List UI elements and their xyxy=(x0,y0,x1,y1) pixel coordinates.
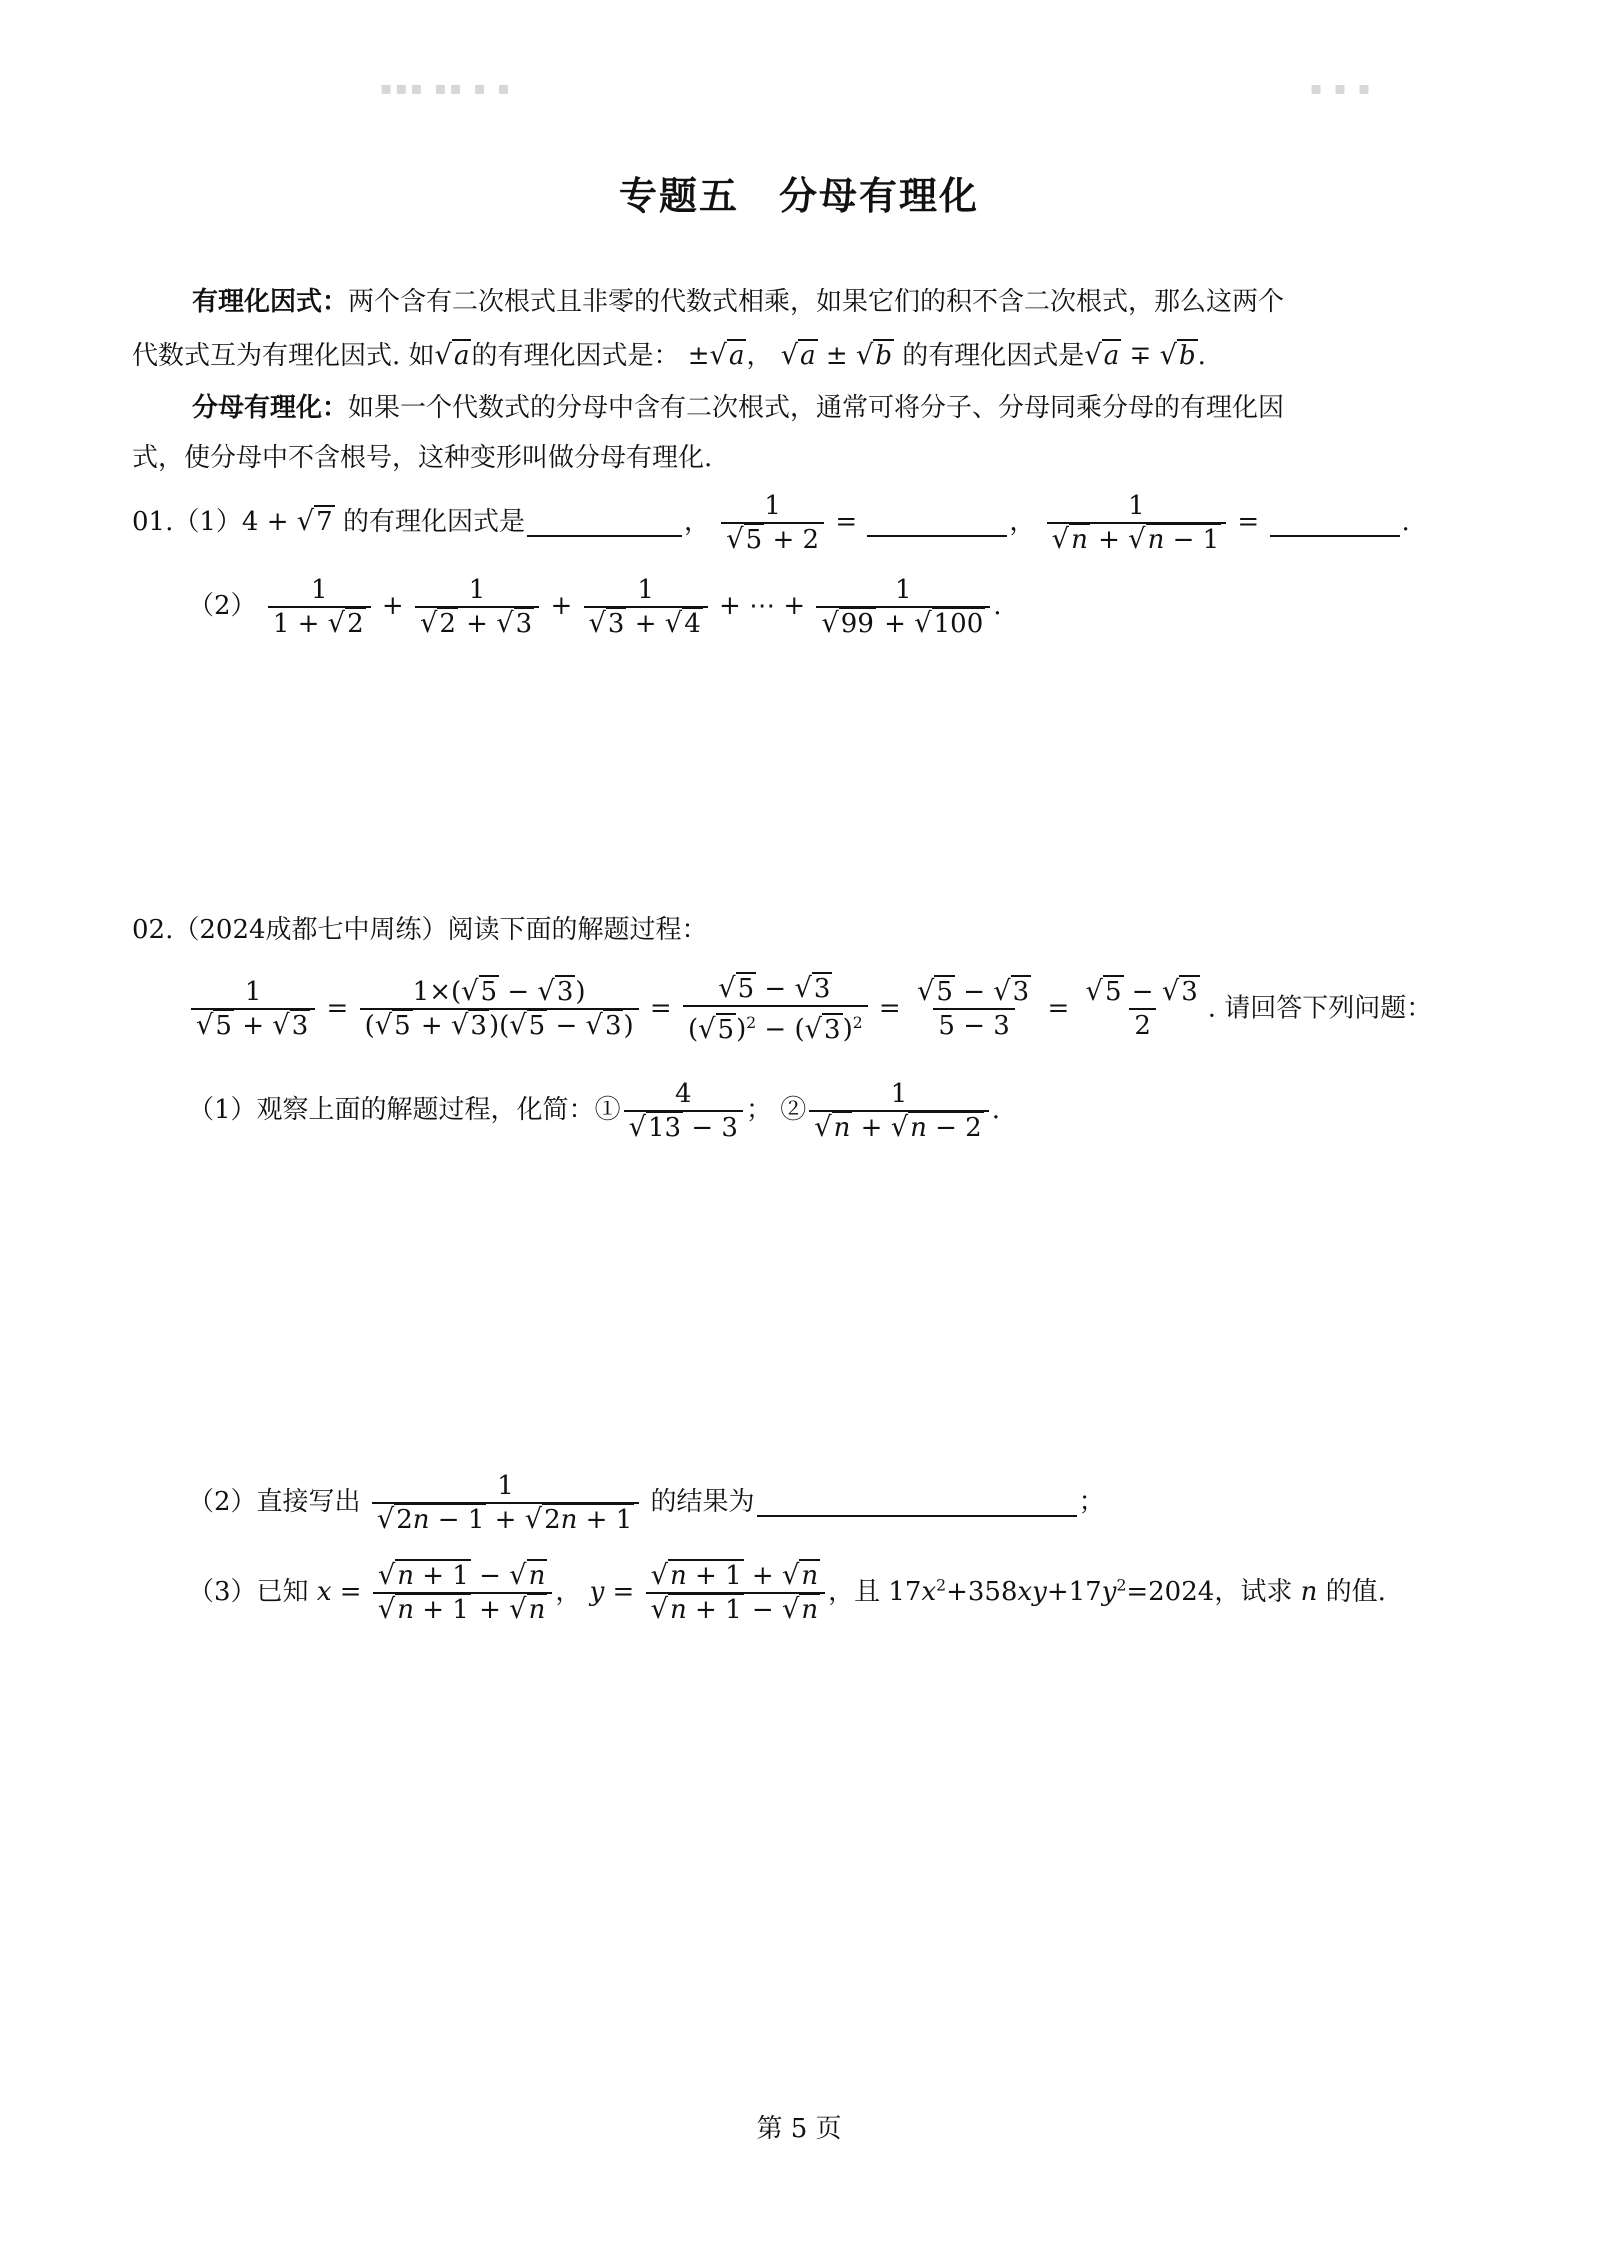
math-sqrt-a: √a xyxy=(1084,340,1120,371)
fraction: $\frac{1}{√n + √n - 2}$ xyxy=(809,1080,989,1142)
definition-factor-line-1 xyxy=(192,282,1284,322)
q02-part3-text-c: ，试求 xyxy=(1214,1577,1293,1607)
q02-intro-text: 阅读下面的解题过程： xyxy=(447,915,708,945)
math-sqrt-b: √b xyxy=(855,340,893,371)
q02-part3-text-b: ，且 17 xyxy=(828,1577,922,1607)
definition-factor-line-2: 代数式互为有理化因式. 如√a的有理化因式是： ±√a， √a ± √b 的有理化因式是√a ∓ √b. xyxy=(132,340,1206,371)
fraction: $\frac{√5 - √3}{(√5)^2 - (√3)^2}$ xyxy=(683,975,868,1044)
q01-part2: （2） $\frac{1}{1 + √2}$ + $\frac{1}{√2 + √3}$ + $\frac{1}{√3 + √4}$ + ⋯ + $\frac{1}{√99 + √100}$ . xyxy=(188,575,1002,639)
q02-part3-text-a: 已知 xyxy=(256,1577,309,1607)
q02-part2-text-a: 直接写出 xyxy=(256,1487,361,1517)
fraction: $\frac{1}{√3 + √4}$ xyxy=(584,576,708,638)
definition-factor-text-2c: 的有理化因式是 xyxy=(902,341,1085,371)
fraction: $\frac{√n + 1 + √n}{√n + 1 - √n}$ xyxy=(646,1562,826,1624)
definition-factor-term: 有理化因式： xyxy=(192,287,349,317)
q01-part1: 01.（1）4 + √7 的有理化因式是 ， $\frac{1}{√5 + 2}$ = ， $\frac{1}{√n + √n - 1}$ = . xyxy=(132,491,1410,555)
q02-prompt: . 请回答下列问题： xyxy=(1207,993,1433,1024)
q02-source: （2024成都七中周练） xyxy=(173,915,448,945)
math-sqrt-7: √7 xyxy=(296,506,333,537)
math-sqrt-b: √b xyxy=(1159,340,1196,371)
math-sqrt-a: √a xyxy=(780,340,816,371)
q02-part3: （3）已知 x = $\frac{√n + 1 - √n}{√n + 1 + √n}$ ， y = $\frac{√n + 1 + √n}{√n + 1 - √n}$ ，且 $17x^2+358xy+17y^2=2024$，试求 n 的值. xyxy=(188,1560,1386,1625)
definition-factor-text-1: 两个含有二次根式且非零的代数式相乘，如果它们的积不含二次根式，那么这两个 xyxy=(348,287,1285,317)
q01-part1-text: 的有理化因式是 xyxy=(342,507,525,537)
q02-part1-label: （1） xyxy=(188,1095,257,1125)
math-sqrt-a: √a xyxy=(434,340,470,371)
answer-blank[interactable] xyxy=(867,509,1007,537)
definition-denominator-line-1 xyxy=(192,388,1284,428)
scan-artifact: ▪▪▪ ▪▪ ▪ ▪ xyxy=(380,78,513,99)
fraction: $\frac{1}{√99 + √100}$ xyxy=(816,576,990,638)
definition-factor-text-2b: 的有理化因式是： xyxy=(471,341,680,371)
answer-blank[interactable] xyxy=(527,509,682,537)
fraction: $\frac{√n + 1 - √n}{√n + 1 + √n}$ xyxy=(373,1562,553,1624)
fraction: $\frac{1}{√5 + 2}$ xyxy=(721,492,824,554)
definition-denominator-line-2: 式，使分母中不含根号，这种变形叫做分母有理化. xyxy=(132,443,713,473)
fraction: $\frac{1}{√2n - 1 + √2n + 1}$ xyxy=(372,1472,639,1534)
answer-blank[interactable] xyxy=(757,1489,1077,1517)
q02-worked-example: $\frac{1}{√5 + √3}$ = $\frac{1\times(√5 - √3)}{(√5 + √3)(√5 - √3)}$ = $\frac{√5 - √3}{(√5)^2 - (√3)^2}$ = $\frac{√5 - √3}{5 - 3}$ = $\frac{√5 - √3}{2}$ . 请回答下列问题： xyxy=(188,975,1432,1044)
fraction: $\frac{4}{√13 - 3}$ xyxy=(624,1080,743,1142)
fraction: $\frac{1}{1 + √2}$ xyxy=(268,576,371,638)
page-title: 专题五 分母有理化 xyxy=(618,174,979,218)
q02-part2-text-b: 的结果为 xyxy=(650,1487,755,1517)
circled-one: ① xyxy=(594,1095,621,1125)
q02-part2-label: （2） xyxy=(188,1487,257,1517)
q02-intro xyxy=(132,910,708,950)
fraction: $\frac{√5 - √3}{5 - 3}$ xyxy=(916,976,1030,1042)
fraction: $\frac{1}{√5 + √3}$ xyxy=(191,978,315,1040)
math-sqrt-a: √a xyxy=(709,340,745,371)
page-number: 第 5 页 xyxy=(756,2114,842,2144)
fraction: $\frac{1}{√n + √n - 1}$ xyxy=(1047,492,1227,554)
q02-part2: （2）直接写出 $\frac{1}{√2n - 1 + √2n + 1}$ 的结果为 ； xyxy=(188,1471,1105,1535)
fraction: $\frac{1\times(√5 - √3)}{(√5 + √3)(√5 - √3)}$ xyxy=(360,978,639,1040)
q01-part1-label: （1） xyxy=(173,507,242,537)
fraction: $\frac{√5 - √3}{2}$ xyxy=(1085,976,1198,1042)
q02-part3-text-d: 的值. xyxy=(1325,1577,1386,1607)
definition-denominator-text-1: 如果一个代数式的分母中含有二次根式，通常可将分子、分母同乘分母的有理化因 xyxy=(348,393,1285,423)
q02-label: 02. xyxy=(132,915,174,945)
q02-part3-label: （3） xyxy=(188,1577,257,1607)
q02-part1-text: 观察上面的解题过程，化简： xyxy=(256,1095,595,1125)
q01-part2-label: （2） xyxy=(188,591,257,621)
q02-part1: （1）观察上面的解题过程，化简：① $\frac{4}{√13 - 3}$ ； ② $\frac{1}{√n + √n - 2}$ . xyxy=(188,1079,1000,1143)
fraction: $\frac{1}{√2 + √3}$ xyxy=(415,576,539,638)
definition-factor-text-2a: 代数式互为有理化因式. 如 xyxy=(132,341,435,371)
definition-denominator-term: 分母有理化： xyxy=(192,393,349,423)
scan-artifact: ▪ ▪ ▪ xyxy=(1310,78,1374,99)
q01-label: 01. xyxy=(132,507,174,537)
circled-two: ② xyxy=(780,1095,807,1125)
answer-blank[interactable] xyxy=(1270,509,1400,537)
